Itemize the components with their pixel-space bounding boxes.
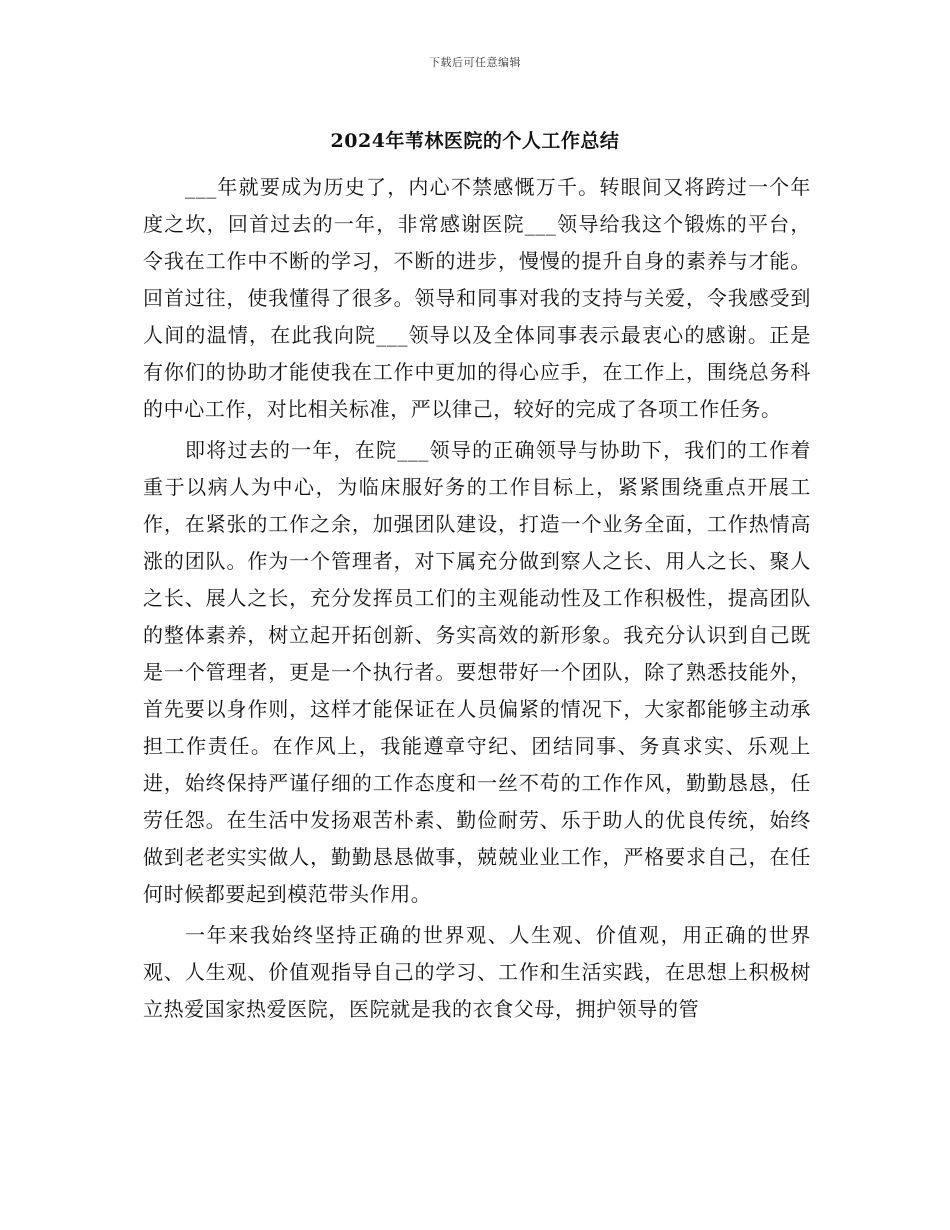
paragraph-1: ___年就要成为历史了，内心不禁感慨万千。转眼间又将跨过一个年度之坎，回首过去的一年，非常感谢医院___领导给我这个锻炼的平台，令我在工作中不断的学习，不断的进步，慢慢的提升自身的素养与才能。回首过往，使我懂得了很多。领导和同事对我的支持与关爱，令我感受到人间的温情，在此我向院___领导以及全体同事表示最衷心的感谢。正是有你们的协助才能使我在工作中更加的得心应手，在工作上，围绕总务科的中心工作，对比相关标准，严以律己，较好的完成了各项工作任务。 (143, 175, 811, 421)
document-body (143, 169, 811, 1032)
paragraph-2: 即将过去的一年，在院___领导的正确领导与协助下，我们的工作着重于以病人为中心，为临床服好务的工作目标上，紧紧围绕重点开展工作，在紧张的工作之余，加强团队建设，打造一个业务全面，工作热情高涨的团队。作为一个管理者，对下属充分做到察人之长、用人之长、聚人之长、展人之长，充分发挥员工们的主观能动性及工作积极性，提高团队的整体素养，树立起开拓创新、务实高效的新形象。我充分认识到自己既是一个管理者，更是一个执行者。要想带好一个团队，除了熟悉技能外，首先要以身作则，这样才能保证在人员偏紧的情况下，大家都能够主动承担工作责任。在作风上，我能遵章守纪、团结同事、务真求实、乐观上进，始终保持严谨仔细的工作态度和一丝不苟的工作作风，勤勤恳恳，任劳任怨。在生活中发扬艰苦朴素、勤俭耐劳、乐于助人的优良传统，始终做到老老实实做人，勤勤恳恳做事，兢兢业业工作，严格要求自己，在任何时候都要起到模范带头作用。 (143, 438, 811, 906)
header-note: 下载后可任意编辑 (429, 56, 521, 69)
paragraph-3: 一年来我始终坚持正确的世界观、人生观、价值观，用正确的世界观、人生观、价值观指导自己的学习、工作和生活实践，在思想上积极树立热爱国家热爱医院，医院就是我的衣食父母，拥护领导的管 (143, 923, 811, 1021)
document-title: 2024年苇林医院的个人工作总结 (330, 130, 620, 152)
